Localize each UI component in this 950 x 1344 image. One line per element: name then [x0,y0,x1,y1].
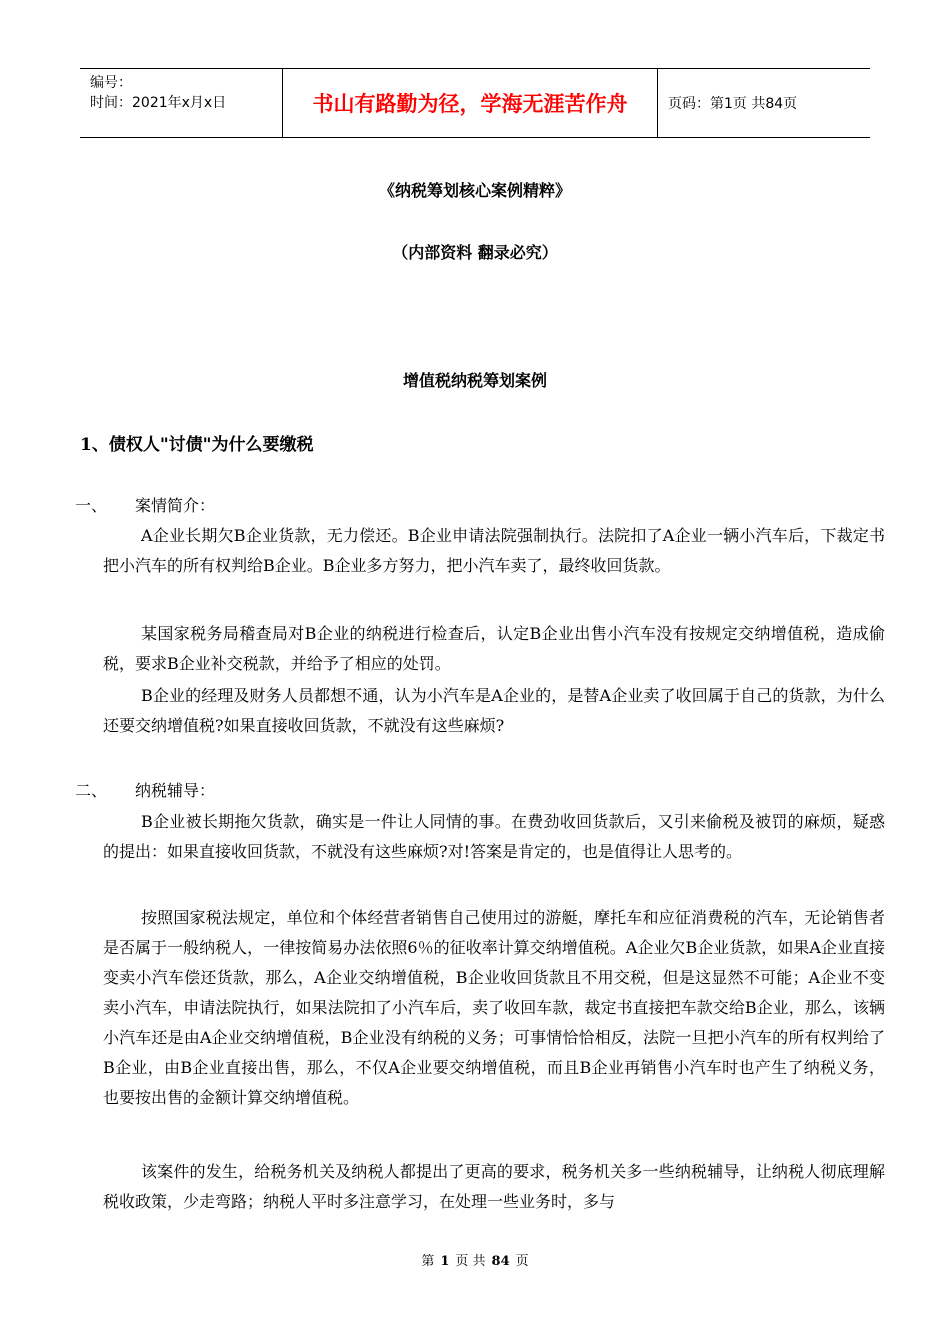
header-meta [80,69,282,137]
section-number: 二、 [75,781,108,800]
time-label: 时间：2021年x月x日 [90,95,227,111]
chapter-title: 增值税纳税筹划案例 [402,371,547,390]
paragraph: 某国家税务局稽查局对B企业的纳税进行检查后，认定B企业出售小汽车没有按规定交纳增值税，造成偷税，要求B企业补交税款，并给予了相应的处罚。 [103,624,885,673]
footer-middle: 页 共 [455,1254,486,1269]
case-title: 1、债权人"讨债"为什么要缴税 [80,435,314,455]
footer-prefix: 第 [421,1254,435,1269]
page-header [80,68,870,138]
paragraph: B企业被长期拖欠货款，确实是一件让人同情的事。在费劲收回货款后，又引来偷税及被罚的麻烦，疑惑的提出：如果直接收回货款，不就没有这些麻烦?对!答案是肯定的，也是值得让人思考的。 [103,812,885,861]
paragraph: 该案件的发生，给税务机关及纳税人都提出了更高的要求，税务机关多一些纳税辅导，让纳税人彻底理解税收政策，少走弯路；纳税人平时多注意学习，在处理一些业务时，多与 [103,1162,885,1211]
doc-subtitle: （内部资料 翻录必究） [392,243,558,262]
section-heading-1 [75,493,215,516]
section-heading-label: 纳税辅导： [135,781,216,800]
paragraph: 按照国家税法规定，单位和个体经营者销售自己使用过的游艇，摩托车和应征消费税的汽车，无论销售者是否属于一般纳税人，一律按简易办法依照6％的征收率计算交纳增值税。A企业欠B企业货款，如果A企业直接变卖小汽车偿还货款，那么，A企业交纳增值税，B企业收回货款且不用交税，但是这显然不可能；A企业不变卖小汽车，申请法院执行，如果法院扣了小汽车后，卖了收回车款，裁定书直接把车款交给B企业，那么，该辆小汽车还是由A企业交纳增值税，B企业没有纳税的义务；可事情恰恰相反，法院一旦把小汽车的所有权判给了B企业，由B企业直接出售，那么，不仅A企业要交纳增值税，而且B企业再销售小汽车时也产生了纳税义务，也要按出售的金额计算交纳增值税。 [103,908,885,1107]
header-page-info: 页码：第1页 共84页 [668,96,798,112]
footer-suffix: 页 [515,1254,529,1269]
section-heading-2 [75,778,215,801]
paragraph: A企业长期欠B企业货款，无力偿还。B企业申请法院强制执行。法院扣了A企业一辆小汽车后，下裁定书把小汽车的所有权判给B企业。B企业多方努力，把小汽车卖了，最终收回货款。 [103,526,885,575]
paragraph: B企业的经理及财务人员都想不通，认为小汽车是A企业的，是替A企业卖了收回属于自己的货款，为什么还要交纳增值税?如果直接收回货款，不就没有这些麻烦? [103,686,885,735]
header-motto: 书山有路勤为径，学海无涯苦作舟 [282,69,658,137]
section-heading-label: 案情简介： [135,496,216,515]
doc-title: 《纳税筹划核心案例精粹》 [378,181,571,200]
footer-total: 84 [491,1254,510,1269]
footer-page: 1 [440,1254,450,1269]
section-number: 一、 [75,496,108,515]
serial-label: 编号： [90,75,132,91]
page-footer [0,1250,950,1269]
